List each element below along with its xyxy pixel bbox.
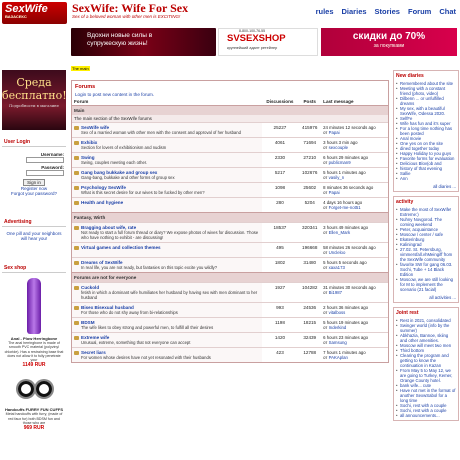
forum-last-post: 5 hours 1 minutes ago от vasily_n <box>321 168 388 183</box>
banner-2-shop: SVSEXSHOP <box>227 33 286 44</box>
last-post-author[interactable]: xaxa173 <box>328 265 345 270</box>
category-name[interactable]: Forums are not for everyone <box>72 273 388 283</box>
category-desc: The main section of the SexWife forums <box>72 115 388 123</box>
last-post-time[interactable]: 6 hours 29 minutes ago <box>323 155 369 160</box>
new-diaries-box <box>393 70 459 192</box>
top-nav <box>316 7 456 16</box>
activity-item[interactable]: • Kaliningrad <box>396 242 456 247</box>
last-post-time[interactable]: 58 minutes 26 seconds ago <box>323 245 376 250</box>
forum-desc: Unusual, extreme, something that not everyone can accept <box>81 340 191 345</box>
diary-item[interactable]: • Dilbenn ... or unfulfilled dreams <box>396 96 456 106</box>
forum-discussions: 25227 <box>262 123 299 138</box>
forum-link[interactable]: SexWife wife <box>81 125 110 130</box>
joint-rest-item[interactable]: • Clearing the program and getting to know the continuation in Kazan <box>396 353 456 368</box>
joint-rest-item[interactable]: • Third bottom <box>396 348 456 353</box>
forum-table <box>72 98 388 362</box>
diary-item[interactable]: • Remembered about the site <box>396 81 456 86</box>
folder-icon <box>74 201 79 205</box>
last-post-author[interactable]: Papai <box>328 190 340 195</box>
advertising-box <box>2 218 66 245</box>
folder-icon <box>74 306 79 310</box>
col-forum: Forum <box>72 98 262 106</box>
forum-cell <box>72 318 262 333</box>
forum-cell <box>72 258 262 273</box>
col-last-message: Last message <box>321 98 388 106</box>
last-post-author[interactable]: vitalboss <box>328 310 346 315</box>
joint-rest-item[interactable]: • Sochi, rest with a couple <box>396 408 456 413</box>
logo-text: SexWife <box>5 3 48 15</box>
forum-link[interactable]: Bragging about wife, rate <box>81 225 137 230</box>
forum-discussions: 423 <box>262 348 299 363</box>
forum-desc: fetish in which a dominant wife humiliates her husband by having sex with men dominant to her husband <box>81 290 258 300</box>
joint-rest-item[interactable]: • Rest in 2021, consolidated <box>396 318 456 323</box>
last-post-author[interactable]: Samsung <box>328 340 347 345</box>
left-ad-banner[interactable] <box>2 70 66 130</box>
forum-desc: Sex of a married woman with other men with the consent and approval of her husband <box>81 130 241 135</box>
product-1-image[interactable] <box>27 278 41 334</box>
signin-button[interactable]: Sign in <box>23 179 45 186</box>
forum-last-post: 4 days 16 hours ago от Forget-me-not51 <box>321 198 388 213</box>
last-post-time[interactable]: 8 minutes 36 seconds ago <box>323 185 374 190</box>
diary-item[interactable]: • My sex, with a beautiful SexWife, Odessa 2020. <box>396 106 456 116</box>
joint-rest-heading: Joint rest <box>396 310 419 316</box>
forum-posts: 196668 <box>298 243 321 258</box>
forum-row <box>72 223 388 243</box>
forum-cell <box>72 183 262 198</box>
password-label: Password: <box>41 165 64 170</box>
all-diaries-link[interactable]: all diaries ... <box>433 184 456 189</box>
activity-item[interactable]: • Nuhny Novgorod. The coming weekend <box>396 217 456 227</box>
cuff-left-icon <box>18 381 34 397</box>
folder-icon <box>74 261 79 265</box>
site-tagline: Sex of a beloved woman with other men is EXCITING! <box>72 14 181 19</box>
joint-rest-item[interactable]: • Swinger world (info by the summer) <box>396 323 456 333</box>
folder-icon <box>74 186 79 190</box>
forgot-password-link[interactable]: Forgot your password? <box>10 191 58 196</box>
banner-ad-1[interactable] <box>71 28 216 56</box>
last-post-time[interactable]: 5 hours 19 minutes ago <box>323 320 369 325</box>
folder-icon <box>74 286 79 290</box>
forum-posts: 104282 <box>298 283 321 303</box>
last-post-time[interactable]: 24 minutes 12 seconds ago <box>323 125 376 130</box>
forum-link[interactable]: Swing <box>81 155 95 160</box>
forum-desc: Section for lovers of exhibitionism and nudism <box>81 145 167 150</box>
forum-last-post: 8 minutes 36 seconds ago от Papai <box>321 183 388 198</box>
forum-desc: For women whose desires have not yet resonated with their husbands <box>81 355 211 360</box>
last-post-time[interactable]: 6 hours 23 minutes ago <box>323 335 369 340</box>
forum-posts: 25602 <box>298 183 321 198</box>
forum-cell <box>72 303 262 318</box>
forum-row <box>72 303 388 318</box>
joint-rest-item[interactable]: • Moscow will meet two men <box>396 343 456 348</box>
forum-link[interactable]: Health and hygiene <box>81 200 124 205</box>
breadcrumb-home[interactable]: The main <box>72 66 89 71</box>
folder-icon <box>74 226 79 230</box>
forum-row <box>72 258 388 273</box>
activity-item[interactable]: • favorite SW for gang 06.03. Sochi, Tube + 14 Black Edition <box>396 262 456 277</box>
forum-posts: 32439 <box>298 333 321 348</box>
forum-row <box>72 283 388 303</box>
forum-cell <box>72 123 262 138</box>
forum-row <box>72 243 388 258</box>
forum-desc: Not ready to start a full forum thread or diary? We expose photos of wives for discussion. Those who have nothing to exhibit - are discussing! <box>81 230 259 240</box>
joint-rest-item[interactable]: • all announcements... <box>396 413 456 418</box>
category-row <box>72 213 388 223</box>
sexshop-heading: Sex shop <box>2 264 66 273</box>
nav-forum[interactable]: Forum <box>407 7 432 16</box>
category-row <box>72 106 388 116</box>
forum-title: Forums <box>75 84 96 90</box>
last-post-author[interactable]: Inderkind <box>328 325 347 330</box>
joint-rest-item[interactable]: • Sochi, rest with a couple <box>396 403 456 408</box>
forum-row <box>72 318 388 333</box>
last-post-author[interactable]: vasily_n <box>328 175 345 180</box>
banner-2-caption: крупнейший адалт ретейлер <box>227 46 278 50</box>
diary-item[interactable]: • Favorite forms for evaluation <box>396 156 456 161</box>
site-title[interactable]: SexWife: Wife For Sex <box>72 1 189 15</box>
diary-item[interactable]: • For a long time nothing has been posted <box>396 126 456 136</box>
category-desc-row <box>72 115 388 123</box>
last-post-author[interactable]: Bi1987 <box>328 290 342 295</box>
diary-item[interactable]: • dined together today <box>396 146 456 151</box>
new-diaries-heading: New diaries <box>396 73 424 79</box>
folder-icon <box>74 141 79 145</box>
right-column <box>393 70 459 425</box>
folder-icon <box>74 336 79 340</box>
forum-posts: 71694 <box>298 138 321 153</box>
forum-discussions: 1420 <box>262 333 299 348</box>
username-field[interactable] <box>26 157 64 163</box>
nav-stories[interactable]: Stories <box>374 7 400 16</box>
activity-list <box>394 207 458 294</box>
folder-icon <box>74 126 79 130</box>
advertising-text[interactable]: One pill and your neighbors will hear you! <box>6 231 62 241</box>
last-post-author[interactable]: sexcouple <box>328 145 348 150</box>
diary-item[interactable]: • Wife has fun and it's super <box>396 121 456 126</box>
forum-posts: 18215 <box>298 318 321 333</box>
activity-box <box>393 196 459 303</box>
forum-row <box>72 183 388 198</box>
login-box <box>2 138 66 199</box>
last-post-time[interactable]: 5 hours 5 seconds ago <box>323 260 367 265</box>
col-posts: Posts <box>298 98 321 106</box>
site-header <box>0 0 460 26</box>
last-post-time[interactable]: 5 hours 1 minutes ago <box>323 170 366 175</box>
forum-discussions: 2330 <box>262 153 299 168</box>
login-form <box>2 147 66 199</box>
forum-cell <box>72 198 262 213</box>
forum-row <box>72 168 388 183</box>
folder-icon <box>74 156 79 160</box>
category-row <box>72 273 388 283</box>
forum-link[interactable]: Virtual games and collection themes <box>81 245 161 250</box>
forum-posts: 102676 <box>298 168 321 183</box>
product-2-desc: Metal handcuffs with furry, (made of red faux fur) both BDSM fun and those who are <box>5 412 63 426</box>
forum-discussions: 4061 <box>262 138 299 153</box>
forum-discussions: 1802 <box>262 258 299 273</box>
forum-desc: The wife likes to obey strong and powerful men, to fulfill all their desires <box>81 325 214 330</box>
login-heading: User Login <box>2 138 66 147</box>
forum-last-post: 6 hours 29 minutes ago от publicman9 <box>321 153 388 168</box>
product-1-desc: The anal herringbone is made of smooth PVC material (polyvinyl chloride). Has a restraining base that does not allow it to fully penetrate your <box>4 341 64 363</box>
last-post-time[interactable]: 4 days 16 hours ago <box>323 200 363 205</box>
folder-icon <box>74 321 79 325</box>
forum-link[interactable]: Exhibix <box>81 140 98 145</box>
all-activities-link[interactable]: all activities ... <box>429 295 456 300</box>
forum-row <box>72 138 388 153</box>
product-2-image[interactable] <box>10 375 58 405</box>
forum-discussions: 1927 <box>262 283 299 303</box>
folder-icon <box>74 171 79 175</box>
forum-main <box>71 80 389 363</box>
diary-item[interactable]: • SelfFe <box>396 116 456 121</box>
diary-item[interactable]: • One yes on on the site <box>396 141 456 146</box>
nav-rules[interactable]: rules <box>315 7 334 16</box>
forum-posts: 24536 <box>298 303 321 318</box>
forum-cell <box>72 243 262 258</box>
forum-discussions: 18537 <box>262 223 299 243</box>
forum-row <box>72 333 388 348</box>
left-ad-line1: Среда <box>16 76 52 89</box>
last-post-author[interactable]: Papai <box>328 130 340 135</box>
forum-link[interactable]: Psychology SexWife <box>81 185 126 190</box>
forum-cell <box>72 153 262 168</box>
joint-rest-item[interactable]: • Have not met in the format of another SexwSabol for a long time <box>396 388 456 403</box>
forum-link[interactable]: Bisex Bisexual husband <box>81 305 134 310</box>
product-2[interactable] <box>2 370 66 433</box>
joint-rest-item[interactable]: • Abkhazia, Bannoe, skiing and other amenities. <box>396 333 456 343</box>
username-label: Username: <box>40 152 64 157</box>
activity-item[interactable]: • Ekaterinburg <box>396 237 456 242</box>
forum-desc: Swing, couples meeting each other. <box>81 160 148 165</box>
folder-icon <box>74 351 79 355</box>
last-post-author[interactable]: publicman9 <box>328 160 351 165</box>
activity-item[interactable]: • Peter, acquaintance <box>396 227 456 232</box>
last-post-time[interactable]: 2 hours 36 minutes ago <box>323 305 369 310</box>
activity-item[interactable]: • 27.02. St. Petersburg, vimmersfall.vhMeingiff from the SexWife community <box>396 247 456 262</box>
diary-item[interactable]: • Anal movie <box>396 136 456 141</box>
forum-last-post: 5 hours 19 minutes ago от Inderkind <box>321 318 388 333</box>
nav-chat[interactable]: Chat <box>439 7 456 16</box>
nav-diaries[interactable]: Diaries <box>341 7 367 16</box>
product-1-price: 1149 RUR <box>22 362 46 369</box>
banner-ad-2[interactable] <box>218 28 318 56</box>
forum-cell <box>72 168 262 183</box>
activity-item[interactable]: • Moscow / center / safe <box>396 232 456 237</box>
banner-3-big: скидки до 70% <box>352 31 426 42</box>
forum-discussions: 993 <box>262 303 299 318</box>
cuff-right-icon <box>36 381 52 397</box>
advertising-heading: Advertising <box>2 218 66 227</box>
sexshop-box <box>2 264 66 433</box>
forum-cell <box>72 348 262 363</box>
forum-last-post: 58 minutes 26 seconds ago от Uncleloo <box>321 243 388 258</box>
register-link[interactable]: Register now <box>20 186 48 191</box>
forum-discussions: 495 <box>262 243 299 258</box>
forum-cell <box>72 283 262 303</box>
product-2-name[interactable]: Handcuffs FURRY FUN CUFFS <box>5 407 63 413</box>
banner-1-text: Вдохни новые силы в супружескую жизнь! <box>87 32 153 47</box>
product-2-price: 969 RUR <box>23 425 45 432</box>
forum-last-post: 7 hours 1 minutes ago от PAKAplan <box>321 348 388 363</box>
category-name[interactable]: Fantasy, Wirth <box>72 213 388 223</box>
forum-posts: 5204 <box>298 198 321 213</box>
forum-last-post: 2 hours 36 minutes ago от vitalboss <box>321 303 388 318</box>
login-note <box>72 91 388 98</box>
forum-cell <box>72 333 262 348</box>
forum-discussions: 5217 <box>262 168 299 183</box>
forum-last-post: 24 minutes 12 seconds ago от Papai <box>321 123 388 138</box>
forum-row <box>72 123 388 138</box>
forum-link[interactable]: Secret liars <box>81 350 106 355</box>
diary-item[interactable]: • history of that evening <box>396 166 456 171</box>
banner-ad-3[interactable] <box>321 28 457 56</box>
forum-link[interactable]: Dreams of SexWife <box>81 260 123 265</box>
activity-item[interactable]: • Make the most of SexWife! Extreme:) <box>396 207 456 217</box>
forum-link[interactable]: Gang bang bukkake and group sex <box>81 170 158 175</box>
login-note-text[interactable]: Login to post new content in the forum. <box>75 92 155 97</box>
forum-panel <box>71 80 389 363</box>
forum-last-post: 3 hours 49 minutes ago от Ellen_Mark <box>321 223 388 243</box>
diary-item[interactable]: • Sallie <box>396 171 456 176</box>
forum-last-post: 6 hours 23 minutes ago от Samsung <box>321 333 388 348</box>
joint-rest-item[interactable]: • From May 5 to May 12, we are going to Turkey, Kemer, Orange County hotel. <box>396 368 456 383</box>
forum-discussions: 1098 <box>262 183 299 198</box>
last-post-time[interactable]: 7 hours 1 minutes ago <box>323 350 366 355</box>
forum-desc: Gang-bang, bukkake and other forms of group sex <box>81 175 175 180</box>
joint-rest-item[interactable]: • bank wife... cute <box>396 383 456 388</box>
forum-posts: 415976 <box>298 123 321 138</box>
folder-icon <box>74 246 79 250</box>
last-post-author[interactable]: Ellen_Mark <box>328 230 351 235</box>
forum-posts: 31480 <box>298 258 321 273</box>
forum-cell <box>72 138 262 153</box>
forum-link[interactable]: BDSM <box>81 320 95 325</box>
joint-rest-list <box>394 318 458 420</box>
last-post-time[interactable]: 31 minutes 30 seconds ago <box>323 285 376 290</box>
left-ad-line2: бесплатно! <box>2 89 67 102</box>
last-post-time[interactable]: 3 hours 49 minutes ago <box>323 225 369 230</box>
new-diaries-list <box>394 81 458 183</box>
site-logo[interactable] <box>2 2 67 24</box>
left-ad-small: Подробности в магазине <box>9 103 59 108</box>
category-name[interactable]: Main <box>72 106 388 116</box>
banner-2-phone: 8-800-100-76-55 <box>239 29 266 33</box>
forum-desc: What is this secret desire for our wives to be fucked by other men? <box>81 190 205 195</box>
breadcrumb <box>71 66 90 71</box>
product-1[interactable] <box>2 273 66 370</box>
diary-item[interactable]: • Happy Holiday to you guys <box>396 151 456 156</box>
forum-last-post: 31 minutes 30 seconds ago от Bi1987 <box>321 283 388 303</box>
forum-posts: 12788 <box>298 348 321 363</box>
diary-item[interactable]: • Delicious Blov(ob and <box>396 161 456 166</box>
forum-posts: 27210 <box>298 153 321 168</box>
forum-last-post: 5 hours 5 seconds ago от xaxa173 <box>321 258 388 273</box>
forum-discussions: 280 <box>262 198 299 213</box>
forum-link[interactable]: Cuckold <box>81 285 100 290</box>
forum-discussions: 1198 <box>262 318 299 333</box>
activity-heading: activity <box>396 199 414 205</box>
forum-last-post: 3 hours 3 min ago от sexcouple <box>321 138 388 153</box>
forum-posts: 320341 <box>298 223 321 243</box>
last-post-time[interactable]: 3 hours 3 min ago <box>323 140 358 145</box>
forum-link[interactable]: Extreme wife <box>81 335 110 340</box>
product-1-name[interactable]: Anal - Plow Herringbone <box>10 336 58 341</box>
last-post-author[interactable]: Forget-me-not51 <box>328 205 361 210</box>
forum-desc: For those who do not shy away from bi-relationships <box>81 310 178 315</box>
joint-rest-box <box>393 307 459 421</box>
forum-cell <box>72 223 262 243</box>
forum-row <box>72 153 388 168</box>
last-post-author[interactable]: Uncleloo <box>328 250 346 255</box>
activity-item[interactable]: • Moscow, we are still looking for M to implement the scenario (21 facial) <box>396 277 456 292</box>
diary-item[interactable]: • Ann <box>396 176 456 181</box>
forum-row <box>72 198 388 213</box>
last-post-author[interactable]: PAKAplan <box>328 355 348 360</box>
forum-row <box>72 348 388 363</box>
forum-desc: In real life, you are not ready, but fantasies on this topic excite you wildly? <box>81 265 218 270</box>
logo-sub: ВАЗАСЕКС <box>5 14 27 19</box>
col-discussions: Discussions <box>262 98 299 106</box>
banner-3-small: за покупками <box>373 43 405 49</box>
diary-item[interactable]: • Meeting with a constant friend (photo, video) <box>396 86 456 96</box>
